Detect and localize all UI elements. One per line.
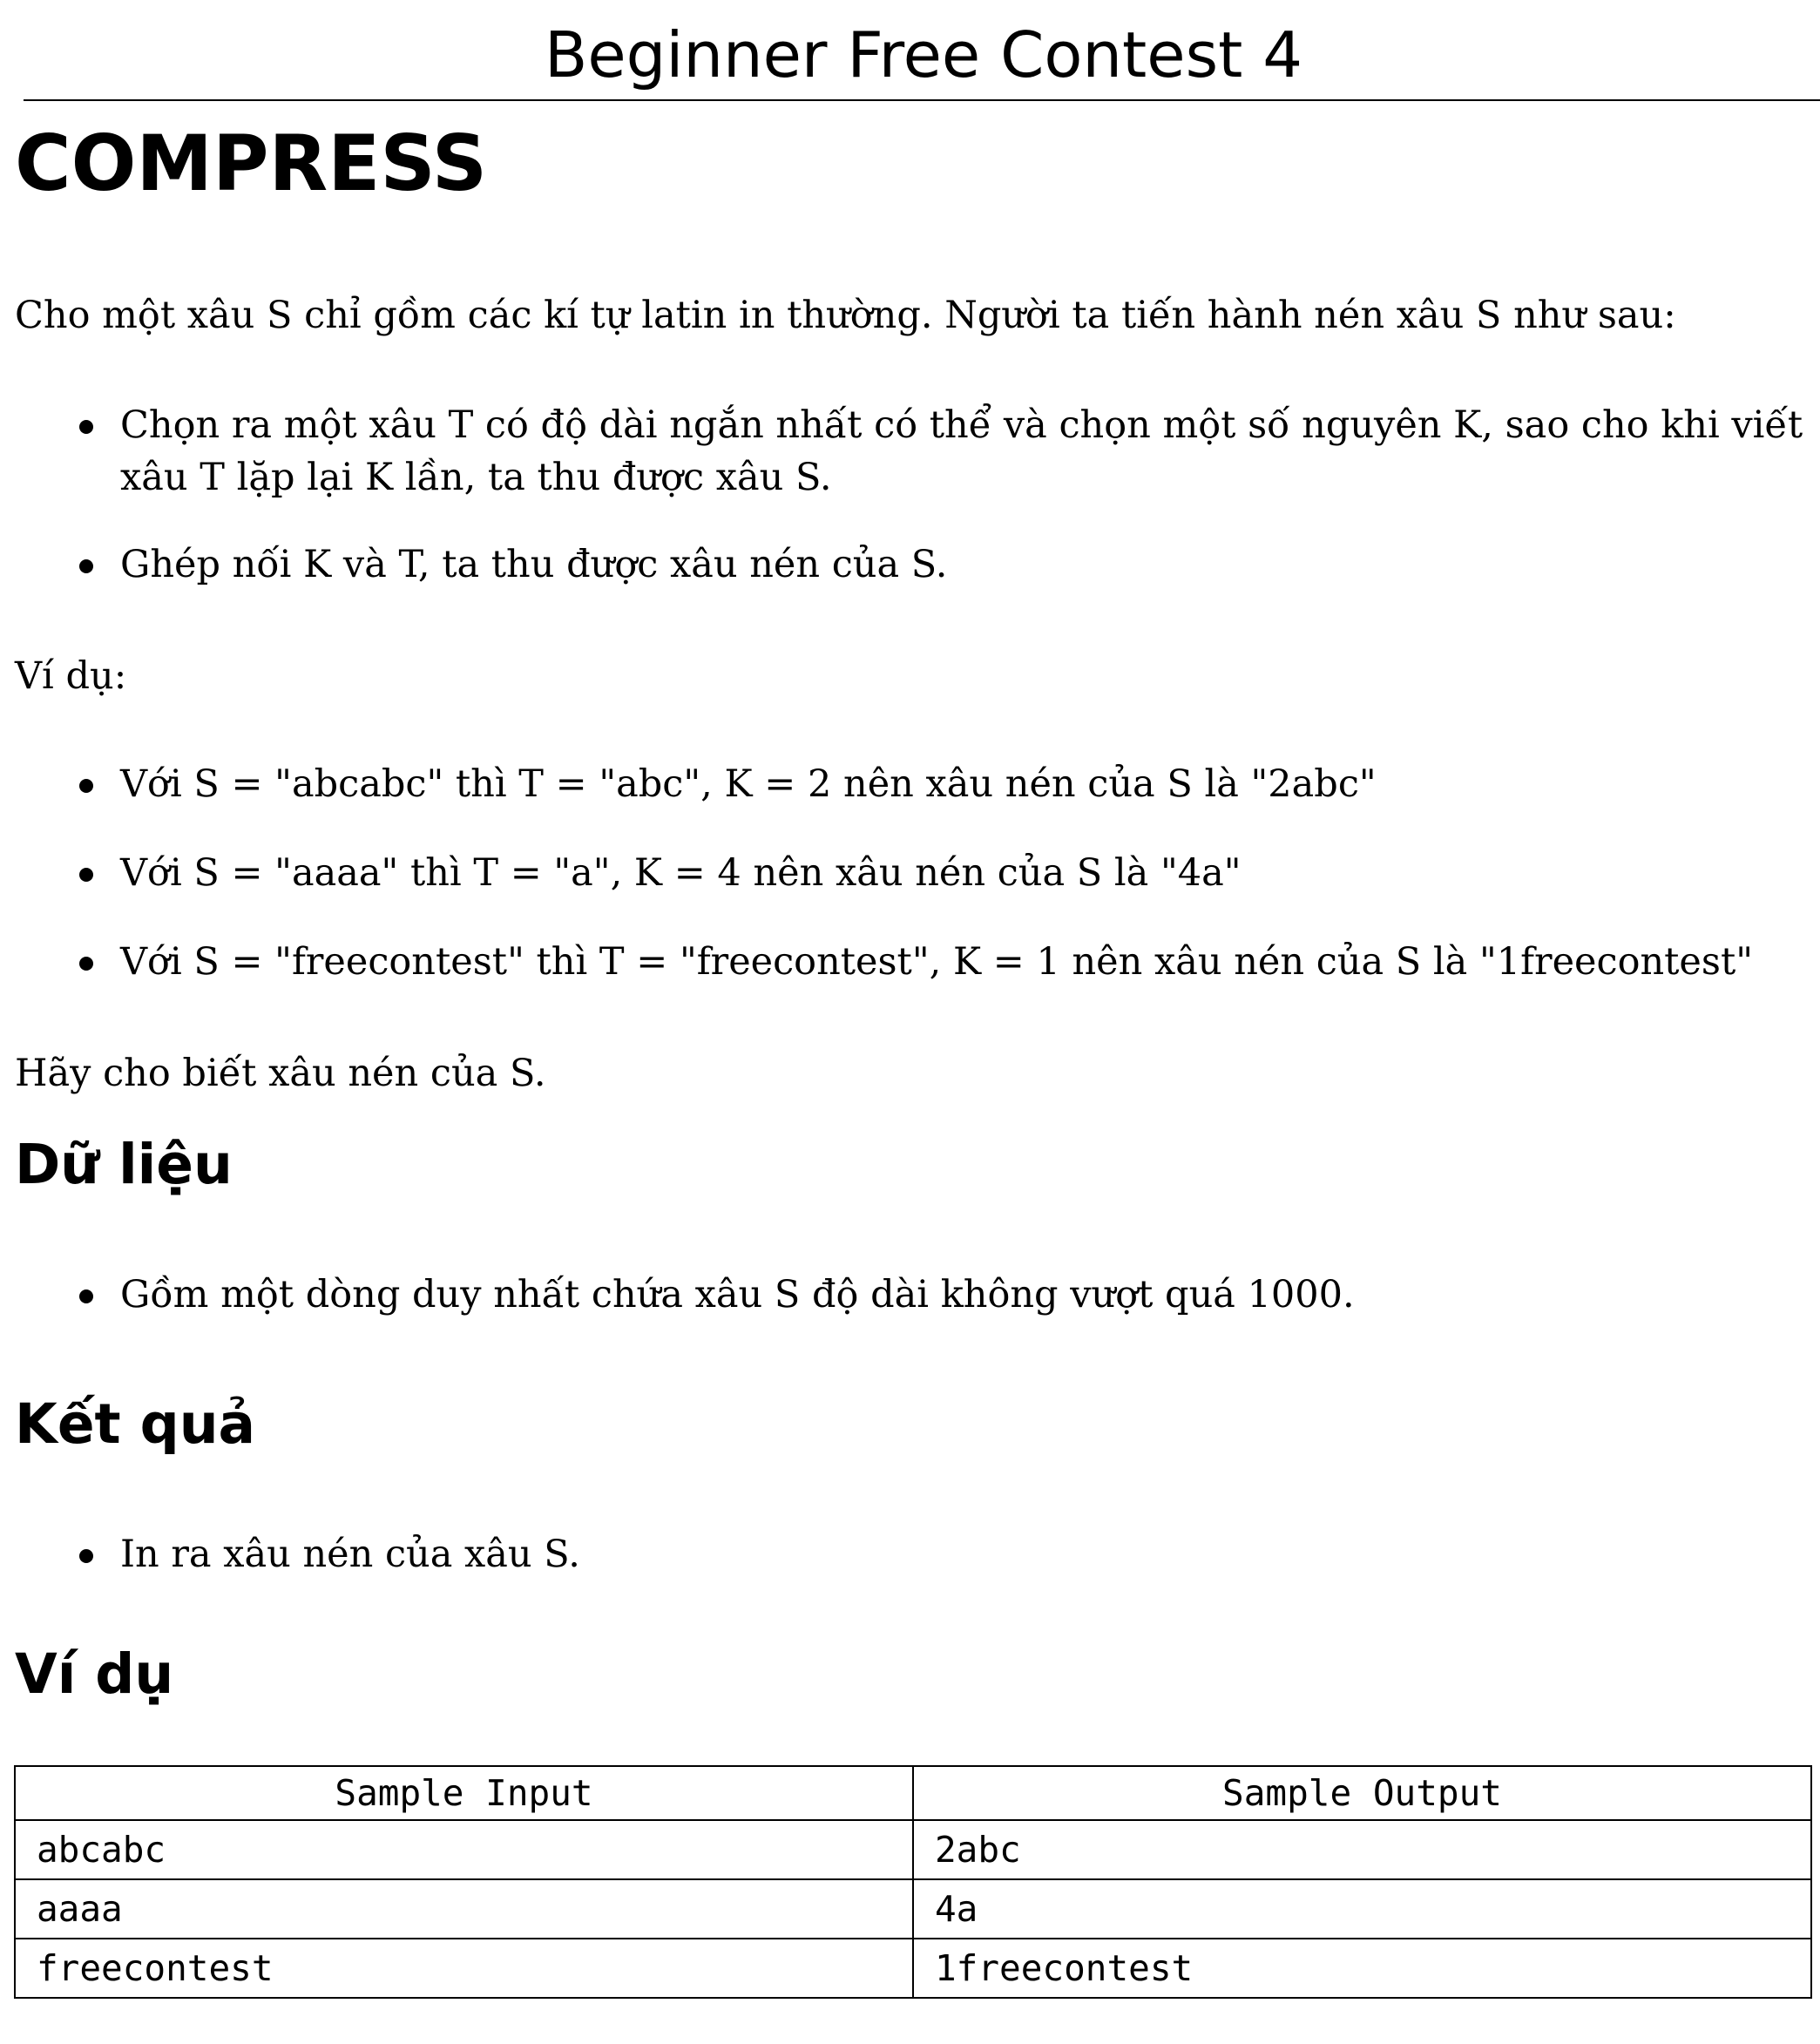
column-header-input: Sample Input: [15, 1766, 913, 1820]
sample-input-cell: aaaa: [15, 1879, 913, 1939]
step-item: Ghép nối K và T, ta thu được xâu nén của S.: [120, 543, 948, 586]
sample-input-cell: abcabc: [15, 1820, 913, 1879]
bullet-icon: [79, 420, 93, 434]
output-item: In ra xâu nén của xâu S.: [120, 1533, 580, 1576]
table-row: [15, 1939, 1811, 1998]
input-heading: Dữ liệu: [15, 1133, 233, 1196]
header-divider: [24, 99, 1820, 101]
step-item: Chọn ra một xâu T có độ dài ngắn nhất có thể và chọn một số nguyên K, sao cho khi viết xâu T lặp lại K lần, ta thu được xâu S.: [120, 403, 1803, 499]
example-item: Với S = "abcabc" thì T = "abc", K = 2 nên xâu nén của S là "2abc": [120, 762, 1377, 806]
problem-intro: Cho một xâu S chỉ gồm các kí tự latin in thường. Người ta tiến hành nén xâu S như sau:: [15, 294, 1676, 337]
sample-table: [14, 1765, 1812, 1999]
problem-question: Hãy cho biết xâu nén của S.: [15, 1052, 546, 1095]
bullet-icon: [79, 559, 93, 573]
input-item: Gồm một dòng duy nhất chứa xâu S độ dài không vượt quá 1000.: [120, 1273, 1355, 1316]
sample-output-cell: 1freecontest: [913, 1939, 1811, 1998]
bullet-icon: [79, 868, 93, 882]
problem-title: COMPRESS: [15, 118, 488, 208]
output-heading: Kết quả: [15, 1392, 256, 1456]
contest-title: Beginner Free Contest 4: [544, 18, 1303, 91]
bullet-icon: [79, 957, 93, 971]
sample-output-cell: 4a: [913, 1879, 1811, 1939]
example-label: Ví dụ:: [15, 654, 127, 698]
example-item: Với S = "freecontest" thì T = "freecontest", K = 1 nên xâu nén của S là "1freecontest": [120, 940, 1754, 984]
sample-output-cell: 2abc: [913, 1820, 1811, 1879]
table-row: [15, 1879, 1811, 1939]
table-header-row: [15, 1766, 1811, 1820]
sample-input-cell: freecontest: [15, 1939, 913, 1998]
sample-heading: Ví dụ: [15, 1642, 174, 1706]
bullet-icon: [79, 1549, 93, 1563]
column-header-output: Sample Output: [913, 1766, 1811, 1820]
bullet-icon: [79, 1289, 93, 1303]
table-row: [15, 1820, 1811, 1879]
bullet-icon: [79, 779, 93, 793]
example-item: Với S = "aaaa" thì T = "a", K = 4 nên xâu nén của S là "4a": [120, 851, 1242, 895]
